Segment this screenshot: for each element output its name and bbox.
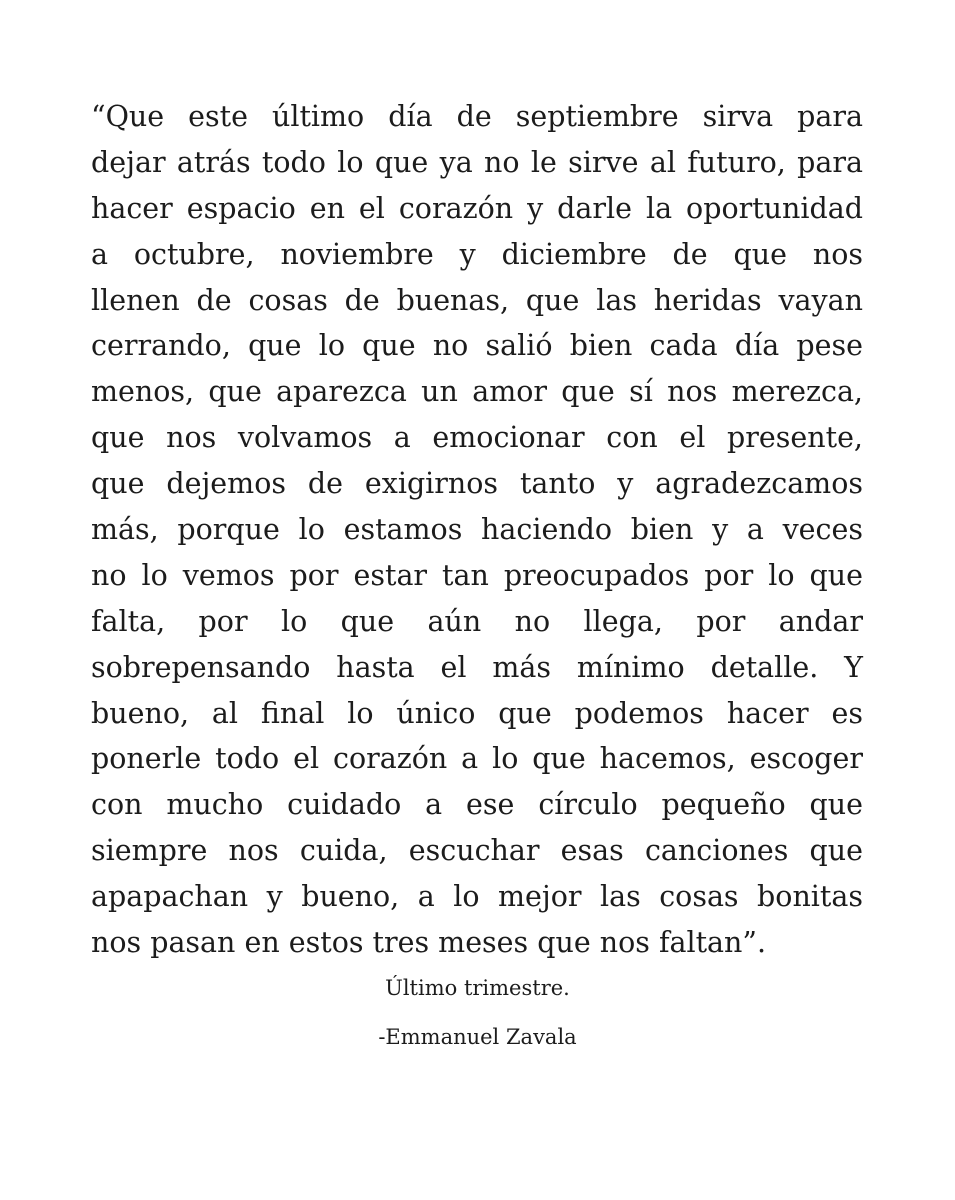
quote-line: con mucho cuidado a ese círculo pequeño que [91,788,863,822]
quote-line: falta, por lo que aún no llega, por andar [91,604,863,638]
quote-line: llenen de cosas de buenas, que las heridas vayan [91,283,863,317]
quote-line: ponerle todo el corazón a lo que hacemos, escoger [91,742,863,776]
quote-line: sobrepensando hasta el más mínimo detalle. Y [91,650,863,684]
quote-line: menos, que aparezca un amor que sí nos merezca, [91,375,863,409]
quote-line: más, porque lo estamos haciendo bien y a veces [91,513,863,547]
quote-text [91,94,863,966]
quote-line: no lo vemos por estar tan preocupados por lo que [91,558,863,592]
quote-line: bueno, al final lo único que podemos hacer es [91,696,863,730]
quote-author: -Emmanuel Zavala [378,1025,577,1049]
quote-line: nos pasan en estos tres meses que nos faltan”. [91,926,767,960]
quote-line: hacer espacio en el corazón y darle la oportunidad [91,191,863,225]
quote-line: cerrando, que lo que no salió bien cada día pese [91,329,863,363]
quote-line: a octubre, noviembre y diciembre de que nos [91,237,863,271]
quote-line: que dejemos de exigirnos tanto y agradezcamos [91,467,863,501]
quote-line: siempre nos cuida, escuchar esas canciones que [91,834,863,868]
quote-line: que nos volvamos a emocionar con el presente, [91,421,863,455]
quote-subtitle: Último trimestre. [385,976,570,1000]
quote-line: “Que este último día de septiembre sirva para [91,100,863,133]
quote-line: apapachan y bueno, a lo mejor las cosas bonitas [91,880,863,914]
quote-line: dejar atrás todo lo que ya no le sirve al futuro, para [91,145,863,179]
